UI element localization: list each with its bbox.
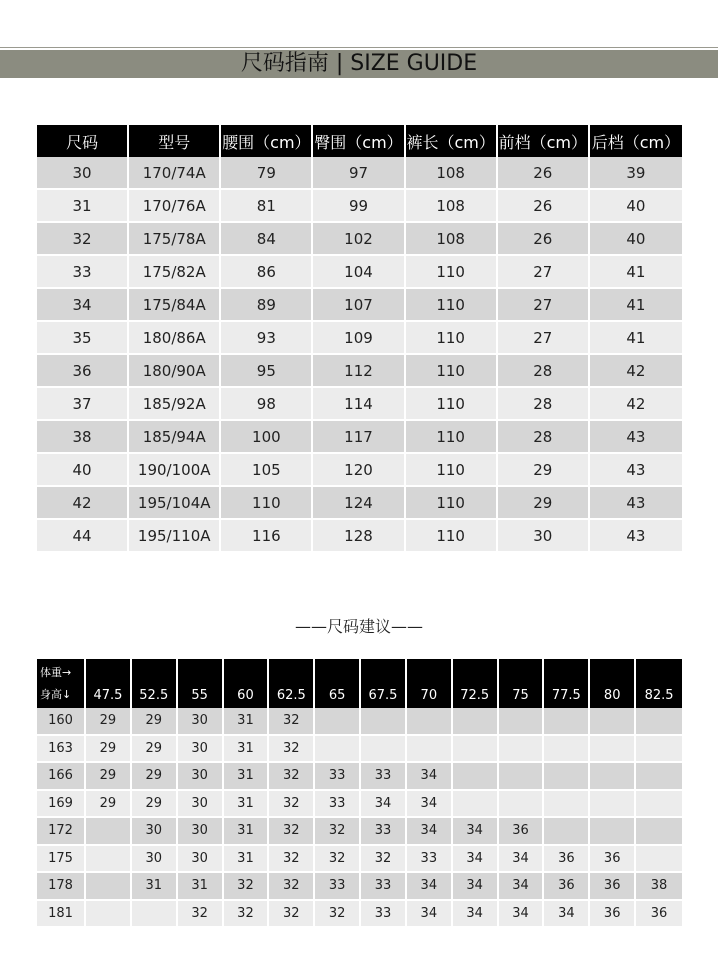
table-cell: 120 [313, 454, 405, 487]
table-cell: 32 [315, 901, 361, 929]
table-cell [453, 791, 499, 819]
table-cell: 34 [499, 901, 545, 929]
page-title: 尺码指南 | SIZE GUIDE [240, 51, 478, 76]
height-cell: 160 [37, 708, 86, 736]
table-row [37, 421, 682, 454]
table-cell: 175/78A [129, 223, 221, 256]
table-cell: 81 [221, 190, 313, 223]
table-cell: 34 [407, 873, 453, 901]
table-cell [544, 763, 590, 791]
table-row [37, 873, 682, 901]
table-cell: 30 [178, 846, 224, 874]
table-cell [636, 818, 682, 846]
table-cell [636, 708, 682, 736]
table-cell [315, 708, 361, 736]
table-cell: 110 [406, 454, 498, 487]
table-cell: 31 [224, 736, 270, 764]
table-cell: 26 [498, 157, 590, 190]
table-cell [499, 763, 545, 791]
weight-header: 62.5 [269, 659, 315, 708]
table-cell: 108 [406, 157, 498, 190]
table-cell: 28 [498, 388, 590, 421]
table-cell: 34 [453, 901, 499, 929]
table-cell: 34 [453, 846, 499, 874]
table-cell: 110 [406, 520, 498, 553]
table-cell [590, 791, 636, 819]
table-cell [361, 708, 407, 736]
table-cell: 33 [361, 901, 407, 929]
table-cell: 110 [406, 421, 498, 454]
table-row [37, 520, 682, 553]
table-cell: 32 [269, 736, 315, 764]
table-cell: 109 [313, 322, 405, 355]
table-cell: 95 [221, 355, 313, 388]
table-cell [636, 763, 682, 791]
table-row [37, 901, 682, 929]
table-cell: 42 [37, 487, 129, 520]
table-cell: 124 [313, 487, 405, 520]
table-cell: 32 [269, 763, 315, 791]
size-recommendation-table [37, 659, 682, 928]
table-cell [499, 708, 545, 736]
table-cell: 32 [178, 901, 224, 929]
table-row [37, 763, 682, 791]
table-cell [361, 736, 407, 764]
weight-header: 67.5 [361, 659, 407, 708]
table-cell: 86 [221, 256, 313, 289]
table-cell: 100 [221, 421, 313, 454]
weight-axis-label: 体重→ [40, 665, 72, 679]
table-cell [315, 736, 361, 764]
table-cell: 28 [498, 355, 590, 388]
table-cell: 40 [37, 454, 129, 487]
table-cell: 29 [132, 736, 178, 764]
table-cell: 84 [221, 223, 313, 256]
table-cell [544, 708, 590, 736]
table-cell: 32 [361, 846, 407, 874]
table-row [37, 256, 682, 289]
table-cell [407, 736, 453, 764]
table-cell: 43 [590, 454, 682, 487]
table-cell: 44 [37, 520, 129, 553]
size-table-header: 前档（cm） [498, 125, 590, 157]
table-cell [544, 736, 590, 764]
table-cell: 33 [361, 818, 407, 846]
table-cell: 31 [178, 873, 224, 901]
weight-header: 77.5 [544, 659, 590, 708]
table-cell: 33 [315, 763, 361, 791]
table-cell: 99 [313, 190, 405, 223]
table-cell [453, 736, 499, 764]
table-cell [636, 791, 682, 819]
table-cell: 36 [636, 901, 682, 929]
table-cell [499, 736, 545, 764]
table-cell: 26 [498, 190, 590, 223]
table-cell: 108 [406, 190, 498, 223]
table-cell: 33 [37, 256, 129, 289]
table-cell [590, 818, 636, 846]
size-table-header: 后档（cm） [590, 125, 682, 157]
table-cell: 31 [224, 846, 270, 874]
table-cell: 30 [132, 846, 178, 874]
table-cell: 32 [269, 846, 315, 874]
table-row [37, 355, 682, 388]
table-cell: 110 [406, 256, 498, 289]
table-row [37, 454, 682, 487]
table-cell: 42 [590, 355, 682, 388]
table-cell: 27 [498, 289, 590, 322]
table-row [37, 818, 682, 846]
table-cell: 29 [132, 763, 178, 791]
table-cell: 32 [37, 223, 129, 256]
table-cell: 34 [453, 873, 499, 901]
table-cell: 195/110A [129, 520, 221, 553]
table-cell: 29 [132, 708, 178, 736]
table-cell: 195/104A [129, 487, 221, 520]
table-cell: 43 [590, 520, 682, 553]
table-cell: 40 [590, 190, 682, 223]
table-cell: 36 [544, 846, 590, 874]
table-cell: 37 [37, 388, 129, 421]
table-cell [590, 736, 636, 764]
table-cell: 36 [499, 818, 545, 846]
table-cell: 29 [86, 763, 132, 791]
height-cell: 181 [37, 901, 86, 929]
table-cell: 29 [498, 454, 590, 487]
table-cell: 32 [315, 818, 361, 846]
table-cell [86, 846, 132, 874]
table-cell: 30 [178, 736, 224, 764]
table-cell [544, 818, 590, 846]
corner-header [37, 659, 86, 708]
table-cell: 110 [221, 487, 313, 520]
table-cell: 32 [269, 818, 315, 846]
table-cell: 29 [86, 708, 132, 736]
table-cell: 32 [269, 708, 315, 736]
table-cell: 29 [86, 736, 132, 764]
table-cell: 105 [221, 454, 313, 487]
size-table-header: 裤长（cm） [406, 125, 498, 157]
table-cell: 27 [498, 256, 590, 289]
table-cell: 32 [269, 873, 315, 901]
table-cell: 31 [224, 818, 270, 846]
table-cell: 93 [221, 322, 313, 355]
table-cell: 43 [590, 487, 682, 520]
table-cell [453, 708, 499, 736]
height-cell: 178 [37, 873, 86, 901]
size-table [37, 125, 682, 553]
table-cell: 40 [590, 223, 682, 256]
height-cell: 175 [37, 846, 86, 874]
table-cell: 33 [315, 791, 361, 819]
table-row [37, 322, 682, 355]
table-cell: 34 [407, 901, 453, 929]
weight-header: 55 [178, 659, 224, 708]
table-cell [132, 901, 178, 929]
title-banner [0, 50, 718, 78]
table-cell: 30 [178, 708, 224, 736]
height-cell: 163 [37, 736, 86, 764]
table-cell: 34 [37, 289, 129, 322]
table-cell: 41 [590, 256, 682, 289]
table-row [37, 708, 682, 736]
table-cell: 34 [499, 873, 545, 901]
table-cell [407, 708, 453, 736]
table-cell: 110 [406, 322, 498, 355]
table-cell: 33 [407, 846, 453, 874]
table-cell: 170/76A [129, 190, 221, 223]
table-cell: 39 [590, 157, 682, 190]
table-cell: 175/82A [129, 256, 221, 289]
table-cell: 30 [498, 520, 590, 553]
table-cell: 31 [224, 708, 270, 736]
table-cell: 34 [544, 901, 590, 929]
table-cell: 32 [269, 791, 315, 819]
table-cell: 43 [590, 421, 682, 454]
table-cell: 34 [407, 763, 453, 791]
table-cell [590, 708, 636, 736]
table-cell: 35 [37, 322, 129, 355]
weight-header: 75 [499, 659, 545, 708]
table-row [37, 487, 682, 520]
table-cell: 28 [498, 421, 590, 454]
table-cell [453, 763, 499, 791]
table-cell: 190/100A [129, 454, 221, 487]
table-cell: 110 [406, 388, 498, 421]
height-cell: 172 [37, 818, 86, 846]
table-cell: 175/84A [129, 289, 221, 322]
size-table-header: 型号 [129, 125, 221, 157]
size-table-header: 腰围（cm） [221, 125, 313, 157]
table-cell: 110 [406, 355, 498, 388]
table-cell: 32 [269, 901, 315, 929]
table-cell: 34 [407, 818, 453, 846]
weight-header: 60 [224, 659, 270, 708]
table-cell: 27 [498, 322, 590, 355]
table-row [37, 388, 682, 421]
table-cell: 180/90A [129, 355, 221, 388]
table-cell: 26 [498, 223, 590, 256]
table-cell [499, 791, 545, 819]
table-cell: 36 [590, 901, 636, 929]
table-cell: 42 [590, 388, 682, 421]
table-cell: 33 [361, 873, 407, 901]
table-cell [636, 846, 682, 874]
table-row [37, 223, 682, 256]
table-cell: 41 [590, 322, 682, 355]
size-table-header: 尺码 [37, 125, 129, 157]
table-cell: 79 [221, 157, 313, 190]
table-cell: 32 [315, 846, 361, 874]
table-cell: 30 [178, 763, 224, 791]
table-cell: 32 [224, 901, 270, 929]
weight-header: 65 [315, 659, 361, 708]
table-row [37, 190, 682, 223]
height-cell: 166 [37, 763, 86, 791]
weight-header: 72.5 [453, 659, 499, 708]
weight-header: 82.5 [636, 659, 682, 708]
height-cell: 169 [37, 791, 86, 819]
table-cell: 38 [37, 421, 129, 454]
table-cell [636, 736, 682, 764]
table-cell: 36 [37, 355, 129, 388]
table-cell: 29 [86, 791, 132, 819]
top-divider [0, 47, 718, 48]
table-cell: 30 [132, 818, 178, 846]
table-cell: 185/94A [129, 421, 221, 454]
size-table-header: 臀围（cm） [313, 125, 405, 157]
table-cell: 114 [313, 388, 405, 421]
table-cell [544, 791, 590, 819]
table-cell: 31 [37, 190, 129, 223]
table-cell: 180/86A [129, 322, 221, 355]
weight-header: 70 [407, 659, 453, 708]
weight-header: 80 [590, 659, 636, 708]
table-cell: 29 [498, 487, 590, 520]
table-cell: 108 [406, 223, 498, 256]
table-cell: 34 [361, 791, 407, 819]
table-cell: 31 [224, 791, 270, 819]
table-cell: 97 [313, 157, 405, 190]
table-cell: 36 [544, 873, 590, 901]
table-cell: 30 [178, 791, 224, 819]
table-cell: 30 [37, 157, 129, 190]
table-cell [590, 763, 636, 791]
table-cell: 29 [132, 791, 178, 819]
weight-header: 52.5 [132, 659, 178, 708]
table-cell: 34 [407, 791, 453, 819]
table-cell: 36 [590, 846, 636, 874]
table-cell: 34 [453, 818, 499, 846]
table-cell: 36 [590, 873, 636, 901]
table-cell: 41 [590, 289, 682, 322]
table-row [37, 846, 682, 874]
table-cell: 112 [313, 355, 405, 388]
table-cell: 170/74A [129, 157, 221, 190]
table-cell: 31 [132, 873, 178, 901]
table-cell: 128 [313, 520, 405, 553]
table-row [37, 289, 682, 322]
table-cell: 38 [636, 873, 682, 901]
table-row [37, 736, 682, 764]
table-row [37, 157, 682, 190]
table-cell: 98 [221, 388, 313, 421]
weight-header: 47.5 [86, 659, 132, 708]
table-cell: 185/92A [129, 388, 221, 421]
table-cell: 33 [315, 873, 361, 901]
table-cell [86, 873, 132, 901]
table-cell: 32 [224, 873, 270, 901]
table-cell: 117 [313, 421, 405, 454]
height-axis-label: 身高↓ [40, 687, 72, 701]
table-cell [86, 901, 132, 929]
table-cell: 33 [361, 763, 407, 791]
table-cell: 110 [406, 289, 498, 322]
table-cell [86, 818, 132, 846]
table-cell: 107 [313, 289, 405, 322]
table-cell: 104 [313, 256, 405, 289]
table-cell: 89 [221, 289, 313, 322]
table-cell: 31 [224, 763, 270, 791]
table-cell: 30 [178, 818, 224, 846]
recommend-title: ——尺码建议—— [294, 617, 423, 636]
table-cell: 34 [499, 846, 545, 874]
table-row [37, 791, 682, 819]
table-cell: 102 [313, 223, 405, 256]
table-cell: 110 [406, 487, 498, 520]
table-cell: 116 [221, 520, 313, 553]
